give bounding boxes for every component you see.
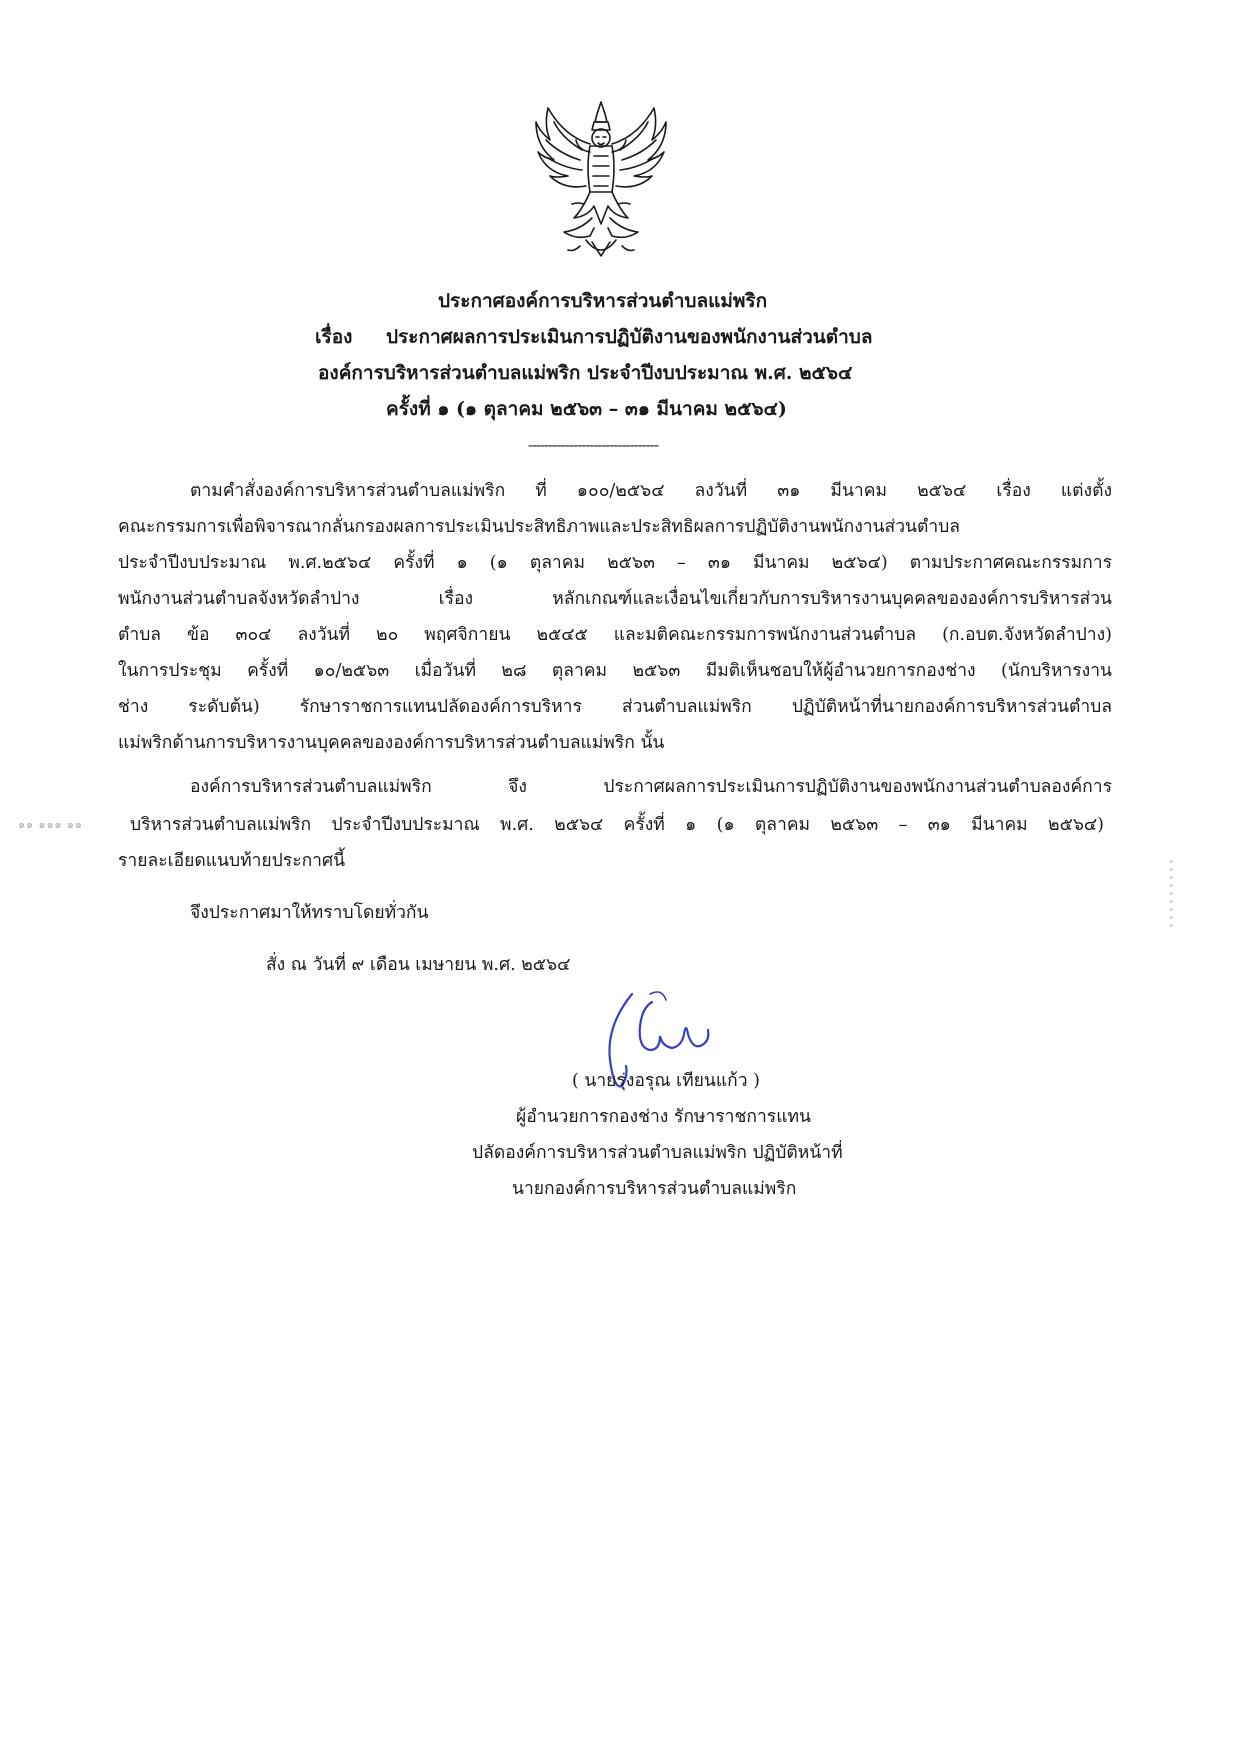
signatory-position-line2: ปลัดองค์การบริหารส่วนตำบลแม่พริก ปฏิบัติหน้าที่ bbox=[472, 1143, 843, 1163]
paragraph1-line: ตำบล ข้อ ๓๐๔ ลงวันที่ ๒๐ พฤศจิกายน ๒๕๔๕ และมติคณะกรรมการพนักงานส่วนตำบล (ก.อบต.จังหวัดลำปาง) bbox=[118, 625, 1112, 645]
scan-artifact bbox=[1170, 860, 1173, 930]
signatory-position-line3: นายกองค์การบริหารส่วนตำบลแม่พริก bbox=[512, 1179, 797, 1199]
paragraph2-line: องค์การบริหารส่วนตำบลแม่พริก จึง ประกาศผลการประเมินการปฏิบัติงานของพนักงานส่วนตำบลองค์การ bbox=[190, 777, 1112, 797]
signatory-name: ( นายรุ่งอรุณ เทียนแก้ว ) bbox=[572, 1071, 760, 1091]
separator-line: -------------------------------- bbox=[528, 436, 659, 454]
subject-text: ประกาศผลการประเมินการปฏิบัติงานของพนักงานส่วนตำบล bbox=[386, 326, 873, 348]
paragraph2-line: รายละเอียดแนบท้ายประกาศนี้ bbox=[118, 851, 346, 871]
margin-mark: ๑๑ ๑๑๑ ๑๑ bbox=[18, 818, 83, 831]
paragraph1-line: ตามคำสั่งองค์การบริหารส่วนตำบลแม่พริก ที่ ๑๐๐/๒๕๖๔ ลงวันที่ ๓๑ มีนาคม ๒๕๖๔ เรื่อง แต่งตั้ง bbox=[190, 481, 1112, 501]
closing-text: จึงประกาศมาให้ทราบโดยทั่วกัน bbox=[190, 903, 429, 923]
garuda-emblem-icon bbox=[534, 100, 668, 260]
paragraph1-line: คณะกรรมการเพื่อพิจารณากลั่นกรองผลการประเมินประสิทธิภาพและประสิทธิผลการปฏิบัติงานพนักงานส่วนตำบล bbox=[118, 517, 961, 537]
announcement-title: ประกาศองค์การบริหารส่วนตำบลแม่พริก bbox=[438, 290, 768, 312]
paragraph2-line: บริหารส่วนตำบลแม่พริก ประจำปีงบประมาณ พ.ศ. ๒๕๖๔ ครั้งที่ ๑ (๑ ตุลาคม ๒๕๖๓ – ๓๑ มีนาคม ๒๕๖๔) bbox=[130, 815, 1104, 835]
paragraph1-line: ในการประชุม ครั้งที่ ๑๐/๒๕๖๓ เมื่อวันที่ ๒๘ ตุลาคม ๒๕๖๓ มีมติเห็นชอบให้ผู้อำนวยการกองช่าง (นักบริหารงาน bbox=[118, 661, 1112, 681]
paragraph1-line: แม่พริกด้านการบริหารงานบุคคลขององค์การบริหารส่วนตำบลแม่พริก นั้น bbox=[118, 733, 665, 753]
paragraph1-line: พนักงานส่วนตำบลจังหวัดลำปาง เรื่อง หลักเกณฑ์และเงื่อนไขเกี่ยวกับการบริหารงานบุคคลขององค์การบริหารส่วน bbox=[118, 589, 1112, 609]
ordered-date: สั่ง ณ วันที่ ๙ เดือน เมษายน พ.ศ. ๒๕๖๔ bbox=[266, 955, 571, 975]
paragraph1-line: ช่าง ระดับต้น) รักษาราชการแทนปลัดองค์การบริหาร ส่วนตำบลแม่พริก ปฏิบัติหน้าที่นายกองค์การบริหารส่วนตำบล bbox=[118, 697, 1112, 717]
subject-label: เรื่อง bbox=[315, 326, 353, 348]
paragraph1-line: ประจำปีงบประมาณ พ.ศ.๒๕๖๔ ครั้งที่ ๑ (๑ ตุลาคม ๒๕๖๓ – ๓๑ มีนาคม ๒๕๖๔) ตามประกาศคณะกรรมการ bbox=[118, 553, 1112, 573]
signatory-position-line1: ผู้อำนวยการกองช่าง รักษาราชการแทน bbox=[516, 1107, 811, 1127]
subject-line-3: ครั้งที่ ๑ (๑ ตุลาคม ๒๕๖๓ – ๓๑ มีนาคม ๒๕๖๔) bbox=[386, 398, 787, 420]
subject-line-2: องค์การบริหารส่วนตำบลแม่พริก ประจำปีงบประมาณ พ.ศ. ๒๕๖๔ bbox=[318, 362, 853, 384]
